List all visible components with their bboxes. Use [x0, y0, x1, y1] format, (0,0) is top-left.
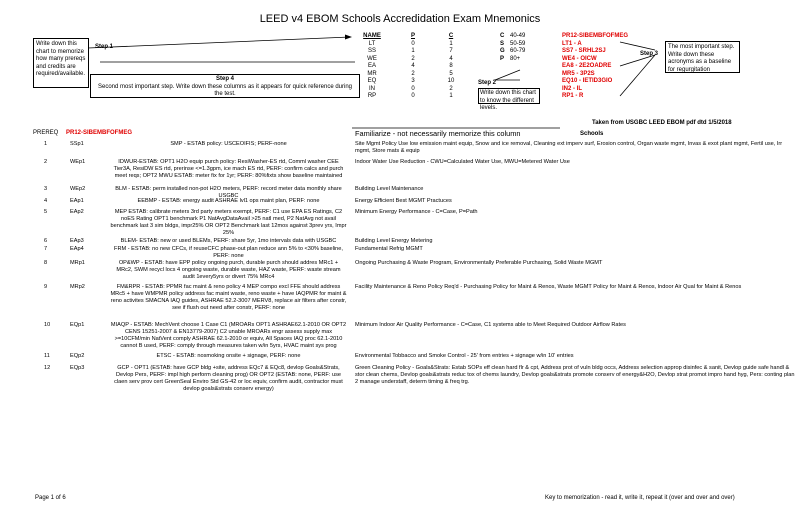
schools-description: Indoor Water Use Reduction - CWU=Calculated Water Use, MWU=Metered Water Use — [355, 159, 570, 165]
prereq-description: EEBMP - ESTAB: energy audit ASHRAE lvl1 ops maint plan, PERF: none — [137, 198, 320, 204]
schools-description: Green Cleaning Policy - Goals&Strats: Estab SOPs eff clean hard flr & cpt, Address prot of vuln bldg occs, Address selection approp disinfec & sanit, Devlop guide safe handl & stor clean chems, Devlop goals&strats reduc tox of chems laundry, Devlop goals&strats promote conserv of energy&H2O, Devlop strat promot impro hand hyg, Pers: conting plan 2 manage understaff, determ timing & freq trg. — [355, 365, 795, 385]
step3-label: Step 3 — [640, 51, 659, 57]
credit-count: 7 — [449, 48, 453, 54]
category-name: IN — [369, 85, 375, 92]
category-name: MR — [367, 70, 377, 77]
prereq-number: 5 — [44, 209, 48, 215]
prereq-count: 0 — [411, 40, 415, 47]
prereq-count: 0 — [411, 93, 415, 99]
schools-description: Energy Efficient Best MGMT Practuces — [355, 198, 452, 204]
prereq-code: EAp1 — [70, 198, 84, 204]
credit-count-row — [350, 71, 470, 79]
familiarize-header: Familiarize - not necessarily memorize this column — [355, 129, 521, 138]
prereq-header: PREREQ — [33, 130, 59, 136]
schools-header: Schools — [580, 131, 604, 137]
prereq-number: 8 — [44, 260, 48, 266]
credit-count-table — [350, 33, 470, 101]
schools-description: Environmental Tobbacco and Smoke Control - 25' from entries + signage w/in 10' entries — [355, 353, 574, 359]
step3-note-box — [665, 41, 740, 73]
prereq-code: SSp1 — [70, 141, 84, 147]
credit-count: 1 — [449, 93, 453, 99]
credit-count-row — [350, 93, 470, 101]
level-range: 80+ — [510, 55, 521, 62]
credit-count: 1 — [449, 40, 453, 47]
prereq-code: WEp1 — [70, 159, 86, 165]
level-range: 50-59 — [510, 40, 526, 47]
step4-note-box — [90, 74, 360, 98]
prereq-code: EQp1 — [70, 322, 85, 328]
prereq-number: 3 — [44, 186, 48, 192]
prereq-count: 0 — [411, 85, 415, 92]
level-row — [500, 33, 550, 41]
prereq-code: EAp3 — [70, 238, 84, 244]
prereq-description: FM&RPR - ESTAB: PPMR fac maint & reno policy 4 MEP compo excl FFE should address MRc5 + have WMPMR policy address fac maint waste, reno waste + have IAQPMR for maint & reno activites SMACNA IAQ guides, ASHRAE 52.2-3007 MERV8, replace air filters after constr, see if flush out need after constr, PERF: none — [110, 284, 347, 311]
acronym-item: PR12-SIBEMBFOFMEG — [562, 33, 629, 39]
level-range: 40-49 — [510, 33, 526, 39]
schools-description: Building Level Maintenance — [355, 186, 424, 192]
acronym-list — [562, 33, 642, 101]
prereq-code: EAp2 — [70, 209, 84, 215]
prereq-number: 6 — [44, 238, 48, 244]
prereq-code: EQp2 — [70, 353, 85, 359]
credit-count-row — [350, 56, 470, 64]
credit-count-row — [350, 63, 470, 71]
level-row — [500, 56, 550, 64]
step2-label: Step 2 — [478, 80, 497, 86]
category-name: WE — [367, 55, 377, 62]
level-row — [500, 41, 550, 49]
acronym-item: IN2 - IL — [562, 85, 583, 92]
level-range: 60-79 — [510, 48, 526, 54]
prereq-description: BLEM- ESTAB: new or used BLEMs, PERF: share 5yr, 1mo intervals data with USGBC — [120, 238, 337, 244]
acronym-item: LT1 - A — [562, 40, 582, 47]
level-row — [500, 48, 550, 56]
col-p: P — [410, 33, 415, 39]
acronym-item: SS7 - SRHL2SJ — [562, 48, 606, 54]
prereq-description: GCP - OPT1 (ESTAB: have GCP bldg +site, address EQc7 & EQc8, devlop Goals&Strats, Devlop Pers, PERF: impl high perform cleaning prog) OR OPT2 (ESTAB: none, PERF: use claen serv prov cert GreenSeal Enviro Std GS-42 or loc equiv, confirm audit, contractor must devlop goals&strats conserv energy) — [114, 365, 343, 392]
levels-table — [500, 33, 550, 63]
schools-description: Minimum Energy Performance - C=Case, P=Path — [355, 209, 478, 215]
acronym-item: EQ10 - IETID3GIO — [562, 78, 613, 84]
acronym-item: EA8 - 2E2OADRE — [562, 63, 612, 69]
step1-note: Write down this chart to memorize how many prereqs and credits are required/available. — [36, 41, 86, 77]
prereq-description: ETSC - ESTAB: nosmoking onsite + signage, PERF: none — [156, 353, 301, 359]
schools-description: Facility Maintenance & Reno Policy Req'd - Purchasing Policy for Maint & Renos, Waste MGMT Policy for Maint & Renos, Indoor Air Qual for Maint & Renos — [355, 284, 742, 290]
prereq-number: 1 — [44, 141, 48, 147]
step2-note: Write down this chart to know the different levels. — [480, 90, 536, 111]
prereq-number: 7 — [44, 246, 48, 252]
category-name: EA — [367, 63, 376, 69]
prereq-number: 10 — [44, 322, 51, 328]
schools-description: Ongoing Purchasing & Waste Program, Environmentally Preferable Purchasing, Solid Waste MGMT — [355, 260, 603, 266]
col-name: NAME — [363, 33, 381, 39]
prereq-number: 11 — [44, 353, 50, 359]
step1-note-box — [33, 38, 89, 88]
credit-count: 8 — [449, 63, 453, 69]
prereq-description: MEP ESTAB: calibrate meters 3rd party meters exempt, PERF: C1 use EPA ES Ratings, C2 noES Rating OPT1 benchmark P1 NatAvgDataAvail >25 natl med, P2 NatAvg not avail benchmark last 3 sim bldgs, impr25% OR OPT2 Benchmark last 12mos against 3prev yrs, Impr 25% — [110, 209, 347, 236]
prereq-description: IDWUR-ESTAB: OPT1 H2O equip purch policy: ResiWasher-ES rtd, Comml washer CEE Tier3A, ResiDW ES rtd, prerinse <=1.3gpm, ice mach ES rtd, PERF: confirm calcs and purch meet reqs; OPT2 MWU ESTAB: meter fix for 1yr; PERF: 80%fixts show baseline maintained — [113, 159, 344, 179]
memorization-key: Key to memorization - read it, write it, repeat it (over and over and over) — [545, 495, 735, 501]
credit-count-row — [350, 48, 470, 56]
prereq-number: 9 — [44, 284, 48, 290]
prereq-code: MRp1 — [70, 260, 85, 266]
prereq-number: 2 — [44, 159, 48, 165]
credit-count: 2 — [449, 85, 453, 92]
step4-label: Step 4 — [215, 76, 234, 82]
level-letter: S — [500, 40, 505, 47]
step1-label: Step 1 — [95, 44, 114, 50]
prereq-count: 1 — [411, 48, 415, 54]
source-note: Taken from USGBC LEED EBOM pdf dtd 1/5/2018 — [592, 120, 732, 126]
prereq-description: MIAQP - ESTAB: MechVent choose 1 Case C1 (MROARs OPT1 ASHRAE62.1-2010 OR OPT2 CENS 15251-2007 & EN13779-2007) C2 unable MROARs engr assess supply max >=10CFM/min NatVent comply ASHRAE 62.1-2010 or equiv, All Spaces IAQ proc 62.1-2010 cannot B used, PERF: comply through measures taken w/in 5yrs, HVAC maint sys prog — [110, 322, 347, 349]
prereq-description: FRM - ESTAB: no new CFCs, if reuseCFC phase-out plan reduce ann 5% to <30% baseline, PERF: none — [114, 246, 343, 259]
category-name: RP — [367, 93, 377, 99]
credit-count: 5 — [449, 70, 453, 77]
credit-count: 4 — [449, 55, 453, 62]
level-letter: C — [500, 33, 505, 39]
prereq-number: 4 — [44, 198, 48, 204]
prereq-code: EQp3 — [70, 365, 85, 371]
prereq-code: WEp2 — [70, 186, 86, 192]
step4-note: Second most important step. Write down these columns as it appears for quick reference during the test. — [97, 83, 352, 97]
acronym-item: RP1 - R — [562, 93, 584, 99]
prereq-number: 12 — [44, 365, 51, 371]
prereq-description: OP&WP - ESTAB: have EPP policy ongoing purch, durable purch should addres MRc1 + MRc2, SWM recycl locs 4 ongoing waste, durable waste, HAZ waste, PERF: waste stream audit 1every5yrs or divert 75% MRc4 — [116, 260, 341, 280]
prereq-description: SMP - ESTAB policy: USCEOIFIS; PERF-none — [170, 141, 287, 147]
level-letter: P — [500, 55, 505, 62]
schools-description: Minimum Indoor Air Quality Performance - C=Case, C1 systems able to Meet Required Outdoor Airflow Rates — [355, 322, 626, 328]
acronym-item: WE4 - OICW — [562, 55, 597, 62]
step2-note-box — [478, 88, 540, 111]
credit-count: 10 — [447, 78, 455, 84]
acronym-item: MR5 - 3P2S — [562, 70, 595, 77]
page-title: LEED v4 EBOM Schools Accredidation Exam Mnemonics — [259, 13, 541, 25]
category-name: EQ — [367, 78, 377, 84]
col-c: C — [448, 33, 454, 39]
page-number: Page 1 of 6 — [35, 495, 66, 501]
category-name: LT — [368, 40, 376, 47]
prereq-count: 3 — [411, 78, 415, 84]
schools-description: Site Mgmt Policy Use low emission maint equip, Snow and ice removal, Cleaning ext imperv surf, Erosion control, Organ waste mgmt, Invas & exot plant mgmt, Fertil use, Irr mgmt, Store mats & equip — [355, 141, 783, 154]
prereq-count: 4 — [411, 63, 415, 69]
prereq-count: 2 — [411, 55, 415, 62]
prereq-code: MRp2 — [70, 284, 85, 290]
schools-description: Building Level Energy Metering — [355, 238, 433, 244]
acronym-header: PR12-SIBEMBFOFMEG — [66, 130, 133, 136]
step3-note: The most important step. Write down these acronyms as a baseline for regurgitation — [668, 44, 735, 73]
level-letter: G — [500, 48, 505, 54]
prereq-description: BLM - ESTAB: perm installed non-pot H2O meters, PERF: record meter data monthly share USGBC — [115, 186, 342, 199]
category-name: SS — [367, 48, 376, 54]
credit-count-row — [350, 78, 470, 86]
prereq-code: EAp4 — [70, 246, 84, 252]
credit-count-row — [350, 41, 470, 49]
credit-count-row — [350, 86, 470, 94]
schools-description: Fundamental Refrig MGMT — [355, 246, 423, 252]
prereq-count: 2 — [411, 70, 415, 77]
